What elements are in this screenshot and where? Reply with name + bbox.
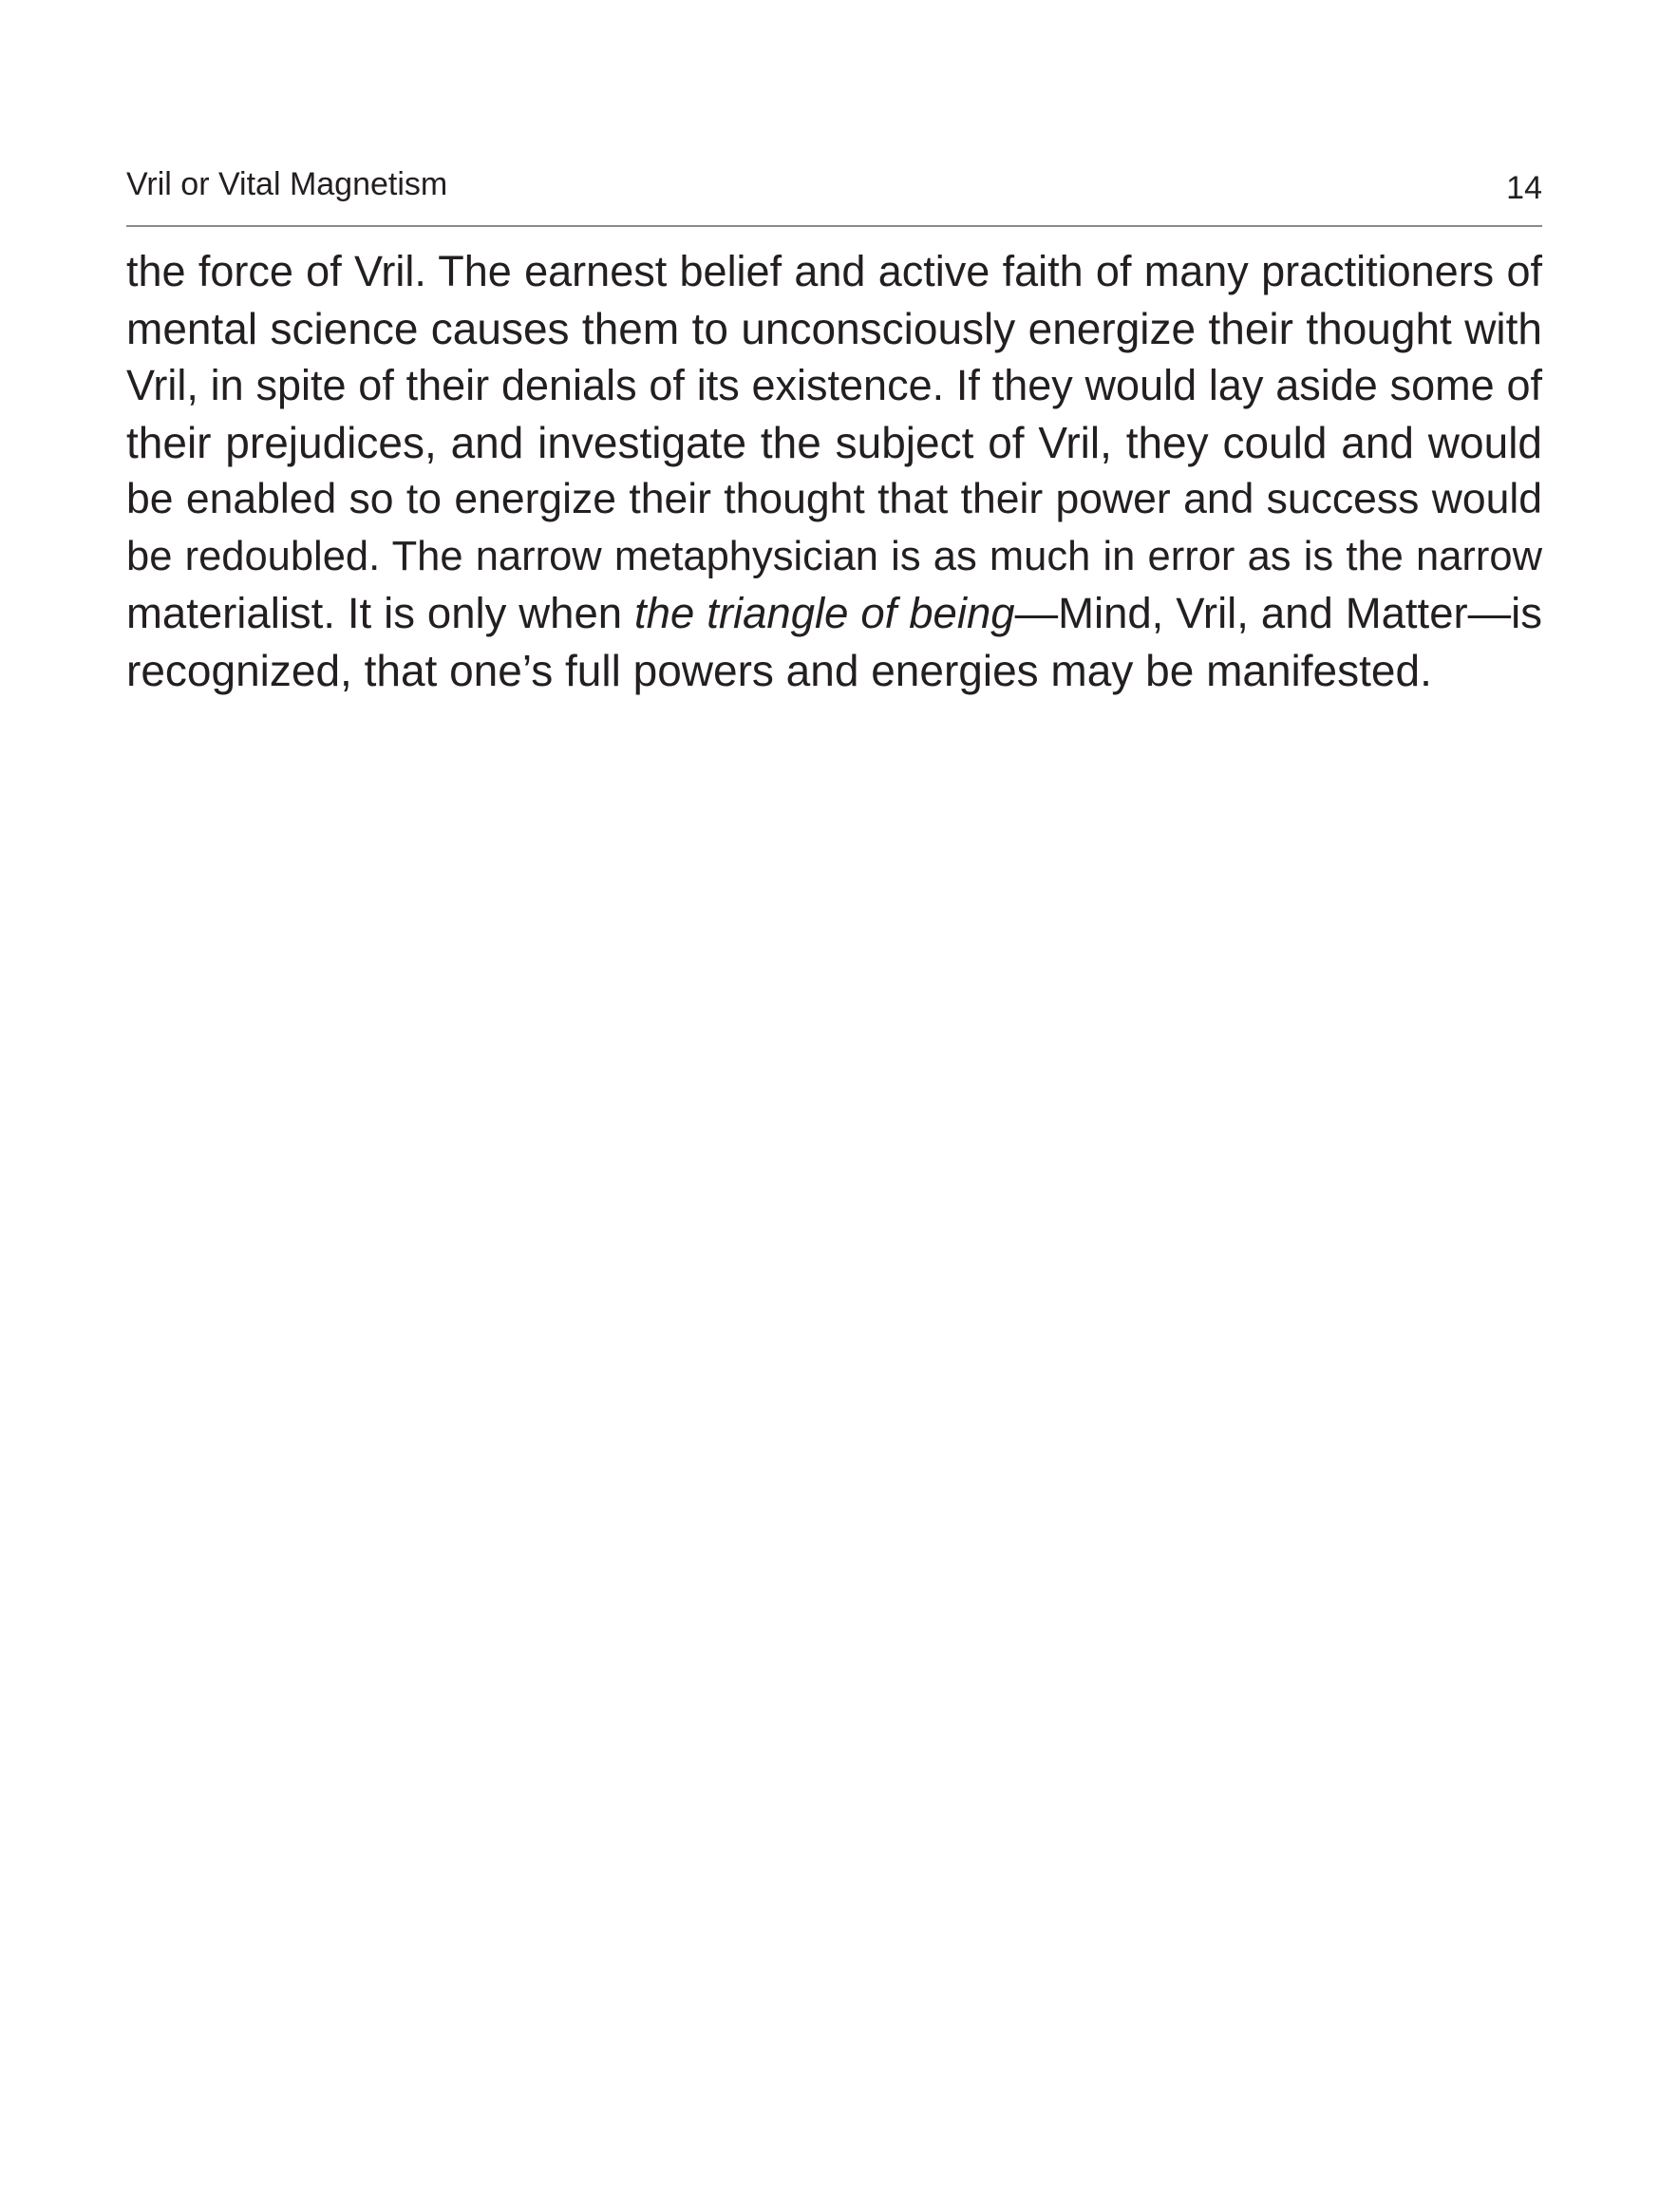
running-header (126, 163, 1542, 205)
text-segment: materialist. It is only when (126, 589, 635, 637)
page-number: 14 (1506, 170, 1542, 206)
emphasis-phrase: the triangle of being (634, 589, 1015, 637)
text-line: the force of Vril. The earnest belief and active faith of many practitioners of (126, 247, 1542, 295)
text-line: Vril, in spite of their denials of its existence. If they would lay aside some of (126, 361, 1542, 409)
text-segment: —Mind, Vril, and Matter—is (1014, 589, 1543, 637)
running-title: Vril or Vital Magnetism (126, 166, 448, 202)
header-rule (126, 225, 1542, 227)
text-line-with-emphasis (126, 585, 1542, 642)
text-line: their prejudices, and investigate the subject of Vril, they could and would (126, 418, 1542, 467)
text-line-last: recognized, that one’s full powers and energies may be manifested. (126, 646, 1432, 695)
document-page (126, 0, 1542, 2212)
text-line: be redoubled. The narrow metaphysician is as much in error as is the narrow (126, 534, 1542, 579)
text-line: mental science causes them to unconsciously energize their thought with (126, 304, 1542, 353)
body-paragraph (126, 243, 1542, 699)
text-line: be enabled so to energize their thought that their power and success would (126, 476, 1542, 522)
